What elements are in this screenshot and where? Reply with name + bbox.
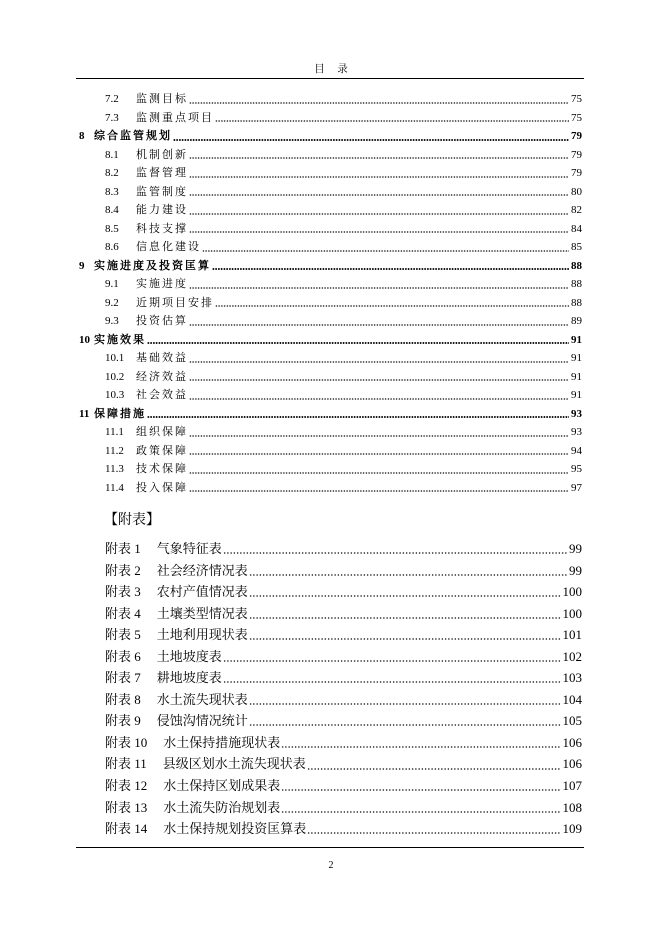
chapter-page-number: 91 <box>571 333 582 346</box>
dot-leader <box>189 361 569 363</box>
appendix-entry <box>105 797 582 819</box>
toc-section-entry <box>79 368 582 387</box>
appendix-page-number: 99 <box>569 541 582 557</box>
appendix-page-number: 105 <box>562 713 582 729</box>
appendix-entry <box>105 603 582 625</box>
section-title: 监督管理 <box>136 167 188 179</box>
appendix-title: 耕地坡度表 <box>156 670 222 686</box>
dot-leader <box>281 811 560 813</box>
appendix-title: 土地利用现状表 <box>156 627 248 643</box>
appendix-number: 附表 9 <box>105 713 141 729</box>
appendix-number: 附表 3 <box>105 584 141 600</box>
appendix-page-number: 107 <box>562 778 582 794</box>
dot-leader <box>215 120 569 122</box>
dot-leader <box>189 472 569 474</box>
chapter-title: 实施效果 <box>94 333 146 346</box>
chapter-page-number: 79 <box>571 130 582 142</box>
header-divider <box>76 78 584 79</box>
section-title: 组织保障 <box>136 426 188 438</box>
section-page-number: 88 <box>571 296 582 309</box>
dot-leader <box>202 250 569 252</box>
dot-leader <box>189 213 569 215</box>
section-title: 投入保障 <box>136 481 188 494</box>
dot-leader <box>223 552 567 554</box>
section-page-number: 97 <box>571 481 582 494</box>
toc-section-entry <box>79 386 582 405</box>
appendix-entry <box>105 775 582 797</box>
section-title: 基础效益 <box>136 352 188 364</box>
chapter-title: 实施进度及投资匡算 <box>94 259 211 272</box>
toc-section-entry <box>79 479 582 498</box>
section-number: 8.5 <box>105 222 119 235</box>
header-title: 目 录 <box>314 64 353 75</box>
section-page-number: 89 <box>571 315 582 327</box>
section-number: 10.1 <box>105 352 125 364</box>
appendix-page-number: 100 <box>562 584 582 600</box>
section-number: 11.1 <box>105 426 124 438</box>
dot-leader <box>147 342 569 344</box>
section-title: 监管制度 <box>136 185 188 198</box>
appendix-title: 水土流失防治规划表 <box>163 799 281 815</box>
chapter-number: 9 <box>79 259 85 272</box>
appendix-title: 县级区划水土流失现状表 <box>162 756 306 772</box>
dot-leader <box>223 681 561 683</box>
dot-leader <box>249 638 561 640</box>
toc-section-entry <box>79 442 582 461</box>
toc-section-entry <box>79 220 582 239</box>
dot-leader <box>189 379 569 381</box>
dot-leader <box>189 194 569 196</box>
dot-leader <box>189 231 569 233</box>
appendix-number: 附表 2 <box>105 562 141 578</box>
appendix-page-number: 106 <box>562 756 582 772</box>
appendix-number: 附表 4 <box>105 605 141 621</box>
dot-leader <box>189 176 569 178</box>
section-page-number: 75 <box>571 93 582 105</box>
appendix-entry <box>105 646 582 668</box>
dot-leader <box>189 453 569 455</box>
appendix-title: 社会经济情况表 <box>156 562 248 578</box>
section-page-number: 94 <box>571 444 582 457</box>
section-number: 7.3 <box>105 111 119 124</box>
section-page-number: 91 <box>571 352 582 364</box>
section-number: 8.4 <box>105 204 119 216</box>
chapter-number: 11 <box>79 407 90 420</box>
appendix-title: 水土保持措施现状表 <box>163 734 281 750</box>
appendix-number: 附表 10 <box>105 734 148 750</box>
dot-leader <box>307 832 560 834</box>
appendix-page-number: 102 <box>562 648 582 664</box>
toc-section-entry <box>79 146 582 165</box>
toc-chapter-entry <box>79 127 582 146</box>
appendix-page-number: 101 <box>562 627 582 643</box>
dot-leader <box>249 703 561 705</box>
toc-chapter-entry <box>79 405 582 424</box>
footer-divider <box>76 847 584 848</box>
appendix-page-number: 99 <box>569 562 582 578</box>
section-page-number: 82 <box>571 204 582 216</box>
appendix-number: 附表 12 <box>105 778 148 794</box>
appendix-entry <box>105 560 582 582</box>
toc-section-entry <box>79 238 582 257</box>
toc-section-entry <box>79 183 582 202</box>
section-number: 11.3 <box>105 463 124 475</box>
toc-section-entry <box>79 90 582 109</box>
dot-leader <box>223 660 561 662</box>
appendix-number: 附表 13 <box>105 799 148 815</box>
appendix-title: 气象特征表 <box>156 541 222 557</box>
section-number: 9.1 <box>105 278 119 290</box>
section-page-number: 91 <box>571 389 582 401</box>
appendix-title: 侵蚀沟情况统计 <box>156 713 248 729</box>
appendix-page-number: 108 <box>562 799 582 815</box>
appendix-page-number: 106 <box>562 734 582 750</box>
section-number: 8.6 <box>105 241 119 253</box>
toc-section-entry <box>79 109 582 128</box>
section-number: 9.2 <box>105 296 119 309</box>
dot-leader <box>147 416 569 418</box>
chapter-number: 10 <box>79 333 90 346</box>
toc-section-entry <box>79 201 582 220</box>
appendix-entry <box>105 710 582 732</box>
appendix-title: 土壤类型情况表 <box>156 605 248 621</box>
toc-section-entry <box>79 349 582 368</box>
dot-leader <box>189 324 569 326</box>
appendix-entry <box>105 754 582 776</box>
section-title: 科技支撑 <box>136 222 188 235</box>
section-page-number: 75 <box>571 111 582 124</box>
appendix-entry <box>105 667 582 689</box>
dot-leader <box>249 574 567 576</box>
section-number: 9.3 <box>105 315 119 327</box>
section-number: 10.3 <box>105 389 125 401</box>
appendix-heading: 【附表】 <box>104 513 160 528</box>
appendix-page-number: 100 <box>562 605 582 621</box>
appendix-page-number: 109 <box>562 821 582 837</box>
section-number: 8.1 <box>105 148 119 161</box>
section-title: 技术保障 <box>136 463 188 475</box>
appendix-entry <box>105 818 582 840</box>
section-title: 能力建设 <box>136 204 188 216</box>
section-number: 8.2 <box>105 167 119 179</box>
dot-leader <box>212 268 569 270</box>
appendix-page-number: 103 <box>562 670 582 686</box>
dot-leader <box>249 617 561 619</box>
section-page-number: 93 <box>571 426 582 438</box>
toc-section-entry <box>79 312 582 331</box>
section-title: 机制创新 <box>136 148 188 161</box>
dot-leader <box>249 595 561 597</box>
chapter-title: 保障措施 <box>94 407 146 420</box>
appendix-number: 附表 6 <box>105 648 141 664</box>
dot-leader <box>189 398 569 400</box>
section-title: 近期项目安排 <box>136 296 214 309</box>
section-page-number: 79 <box>571 148 582 161</box>
dot-leader <box>215 305 569 307</box>
toc-chapter-entry <box>79 257 582 276</box>
dot-leader <box>307 768 561 770</box>
chapter-page-number: 88 <box>571 259 582 272</box>
section-title: 信息化建设 <box>136 241 201 253</box>
dot-leader <box>189 435 569 437</box>
appendix-entry <box>105 689 582 711</box>
section-title: 实施进度 <box>136 278 188 290</box>
appendix-title: 水土保持区划成果表 <box>163 778 281 794</box>
appendix-title: 水土流失现状表 <box>156 691 248 707</box>
appendix-page-number: 104 <box>562 691 582 707</box>
section-title: 社会效益 <box>136 389 188 401</box>
appendix-number: 附表 5 <box>105 627 141 643</box>
dot-leader <box>249 724 561 726</box>
appendix-number: 附表 8 <box>105 691 141 707</box>
section-page-number: 95 <box>571 463 582 475</box>
section-page-number: 79 <box>571 167 582 179</box>
section-title: 政策保障 <box>136 444 188 457</box>
section-page-number: 85 <box>571 241 582 253</box>
section-page-number: 84 <box>571 222 582 235</box>
dot-leader <box>189 102 569 104</box>
section-number: 8.3 <box>105 185 119 198</box>
dot-leader <box>189 287 569 289</box>
section-page-number: 88 <box>571 278 582 290</box>
dot-leader <box>189 157 569 159</box>
dot-leader <box>189 490 569 492</box>
section-title: 经济效益 <box>136 370 188 383</box>
section-title: 监测目标 <box>136 93 188 105</box>
toc-section-entry <box>79 423 582 442</box>
chapter-page-number: 93 <box>571 407 582 420</box>
section-number: 11.4 <box>105 481 124 494</box>
appendix-title: 土地坡度表 <box>156 648 222 664</box>
toc-list <box>79 90 582 497</box>
toc-section-entry <box>79 294 582 313</box>
section-number: 10.2 <box>105 370 125 383</box>
section-page-number: 91 <box>571 370 582 383</box>
appendix-entry <box>105 581 582 603</box>
toc-section-entry <box>79 275 582 294</box>
appendix-entry <box>105 538 582 560</box>
appendix-number: 附表 7 <box>105 670 141 686</box>
section-page-number: 80 <box>571 185 582 198</box>
appendix-number: 附表 14 <box>105 821 148 837</box>
toc-section-entry <box>79 164 582 183</box>
toc-section-entry <box>79 460 582 479</box>
appendix-number: 附表 11 <box>105 756 147 772</box>
appendix-title: 农村产值情况表 <box>156 584 248 600</box>
section-title: 投资估算 <box>136 315 188 327</box>
toc-chapter-entry <box>79 331 582 350</box>
appendix-number: 附表 1 <box>105 541 141 557</box>
chapter-number: 8 <box>79 130 85 142</box>
appendix-list <box>105 538 582 839</box>
page-number: 2 <box>328 860 334 871</box>
appendix-title: 水土保持规划投资匡算表 <box>163 821 307 837</box>
dot-leader <box>281 746 560 748</box>
appendix-entry <box>105 732 582 754</box>
dot-leader <box>173 139 569 141</box>
section-title: 监测重点项目 <box>136 111 214 124</box>
appendix-entry <box>105 624 582 646</box>
dot-leader <box>281 789 560 791</box>
chapter-title: 综合监管规划 <box>94 130 172 142</box>
section-number: 11.2 <box>105 444 124 457</box>
section-number: 7.2 <box>105 93 119 105</box>
